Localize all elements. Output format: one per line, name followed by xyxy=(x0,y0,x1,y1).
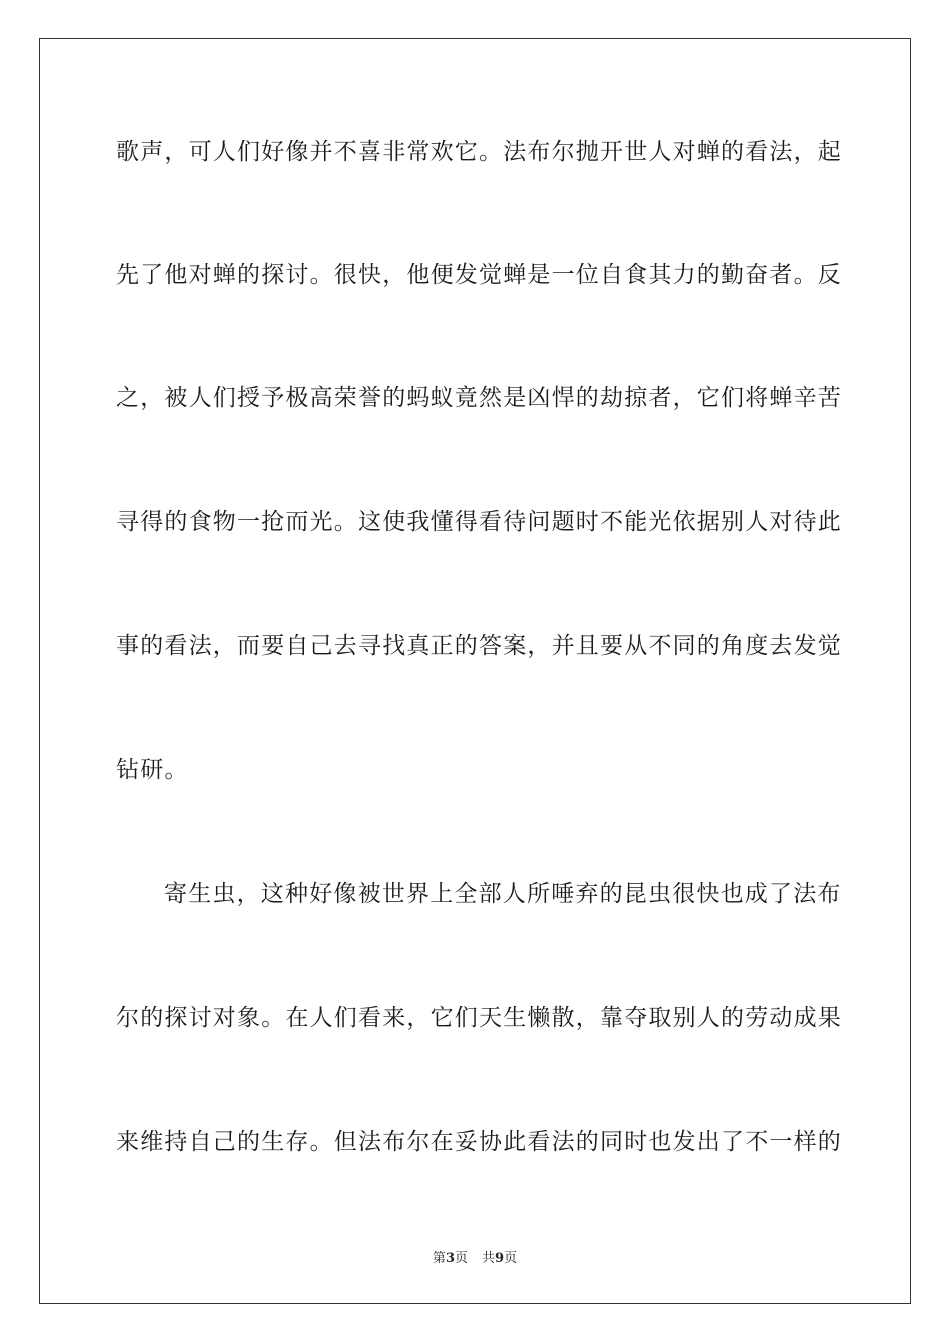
total-suffix: 页 xyxy=(504,1251,518,1266)
text-line-5: 事的看法，而要自己去寻找真正的答案，并且要从不同的角度去发觉 xyxy=(116,633,842,659)
text-line-3: 之，被人们授予极高荣誉的蚂蚁竟然是凶悍的劫掠者，它们将蝉辛苦 xyxy=(116,385,842,411)
page-current-number: 3 xyxy=(445,1251,455,1266)
page-border xyxy=(39,38,911,1304)
total-prefix: 共 xyxy=(482,1251,496,1266)
page-suffix: 页 xyxy=(454,1251,468,1266)
text-line-2: 先了他对蝉的探讨。很快，他便发觉蝉是一位自食其力的勤奋者。反 xyxy=(116,262,842,288)
text-line-4: 寻得的食物一抢而光。这使我懂得看待问题时不能光依据别人对待此 xyxy=(116,509,842,535)
page-footer xyxy=(0,1247,950,1266)
text-line-1: 歌声，可人们好像并不喜非常欢它。法布尔抛开世人对蝉的看法，起 xyxy=(116,139,842,165)
page-prefix: 第 xyxy=(432,1251,446,1266)
text-line-7: 寄生虫，这种好像被世界上全部人所唾弃的昆虫很快也成了法布 xyxy=(164,881,842,907)
text-line-9: 来维持自己的生存。但法布尔在妥协此看法的同时也发出了不一样的 xyxy=(116,1129,842,1155)
page-total-number: 9 xyxy=(495,1251,505,1266)
text-line-8: 尔的探讨对象。在人们看来，它们天生懒散，靠夺取别人的劳动成果 xyxy=(116,1005,842,1031)
text-line-6: 钻研。 xyxy=(116,757,189,783)
